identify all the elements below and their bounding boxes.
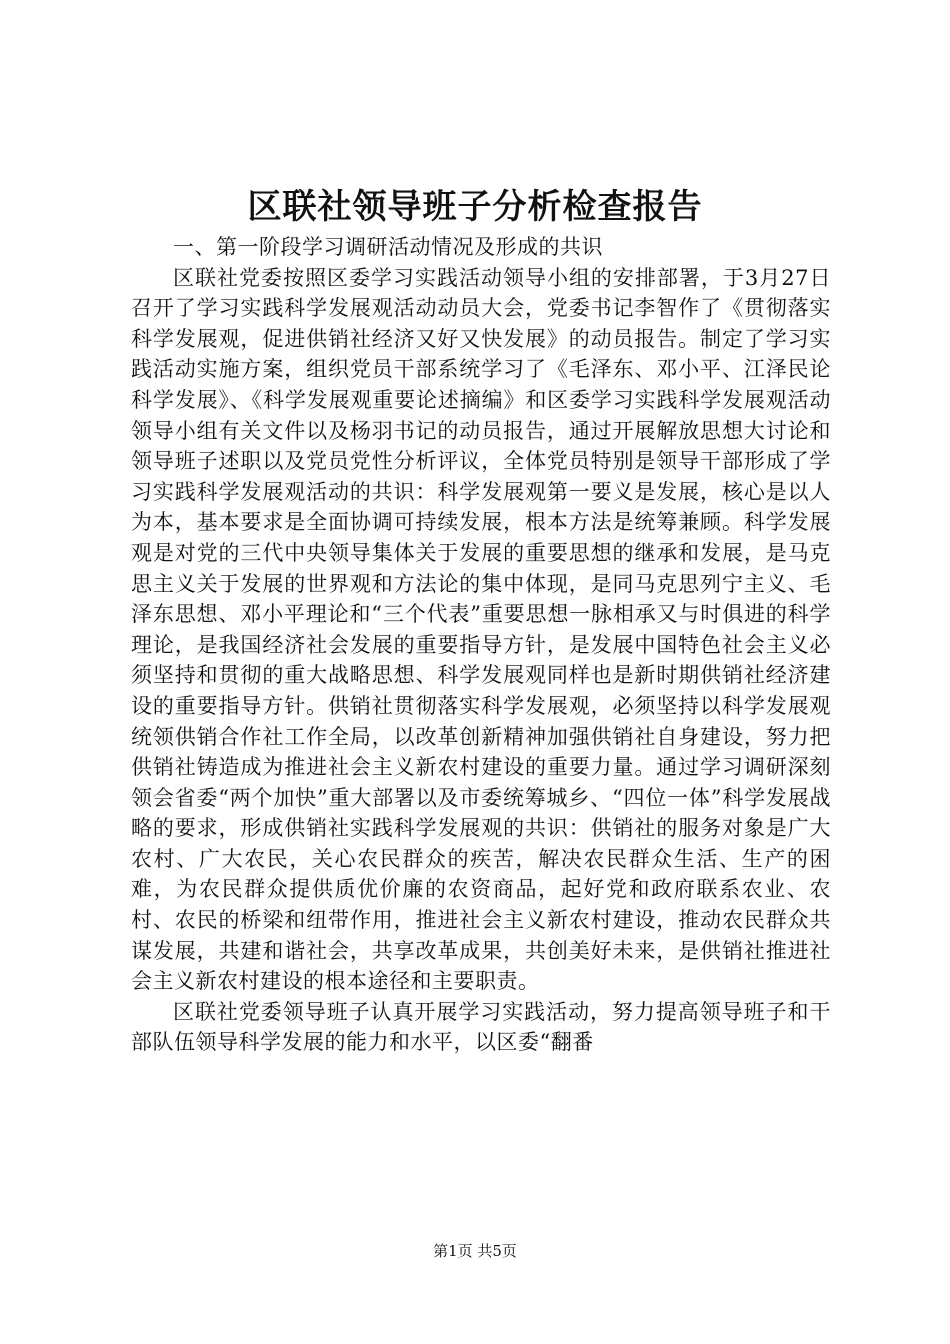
paragraph-1: 区联社党委按照区委学习实践活动领导小组的安排部署，于3月27日召开了学习实践科学发展观活动动员大会，党委书记李智作了《贯彻落实科学发展观，促进供销社经济又好又快发展》的动员报告。制定了学习实践活动实施方案，组织党员干部系统学习了《毛泽东、邓小平、江泽民论科学发展》、《科学发展观重要论述摘编》和区委学习实践科学发展观活动领导小组有关文件以及杨羽书记的动员报告，通过开展解放思想大讨论和领导班子述职以及党员党性分析评议，全体党员特别是领导干部形成了学习实践科学发展观活动的共识：科学发展观第一要义是发展，核心是以人为本，基本要求是全面协调可持续发展，根本方法是统筹兼顾。科学发展观是对党的三代中央领导集体关于发展的重要思想的继承和发展，是马克思主义关于发展的世界观和方法论的集中体现，是同马克思列宁主义、毛泽东思想、邓小平理论和“三个代表”重要思想一脉相承又与时俱进的科学理论，是我国经济社会发展的重要指导方针，是发展中国特色社会主义必须坚持和贯彻的重大战略思想、科学发展观同样也是新时期供销社经济建设的重要指导方针。供销社贯彻落实科学发展观，必须坚持以科学发展观统领供销合作社工作全局，以改革创新精神加强供销社自身建设，努力把供销社铸造成为推进社会主义新农村建设的重要力量。通过学习调研深刻领会省委“两个加快”重大部署以及市委统筹城乡、“四位一体”科学发展战略的要求，形成供销社实践科学发展观的共识：供销社的服务对象是广大农村、广大农民，关心农民群众的疾苦，解决农民群众生活、生产的困难，为农民群众提供质优价廉的农资商品，起好党和政府联系农业、农村、农民的桥梁和纽带作用，推进社会主义新农村建设，推动农民群众共谋发展，共建和谐社会，共享改革成果，共创美好未来，是供销社推进社会主义新农村建设的根本途径和主要职责。 bbox=[131, 265, 831, 994]
document-title: 区联社领导班子分析检查报告 bbox=[247, 187, 703, 227]
section-heading: 一、第一阶段学习调研活动情况及形成的共识 bbox=[173, 235, 603, 259]
document-body bbox=[131, 232, 831, 1058]
page-number-footer: 第1页 共5页 bbox=[433, 1242, 517, 1260]
paragraph-2: 区联社党委领导班子认真开展学习实践活动，努力提高领导班子和干部队伍领导科学发展的能力和水平，以区委“翻番 bbox=[131, 999, 831, 1055]
